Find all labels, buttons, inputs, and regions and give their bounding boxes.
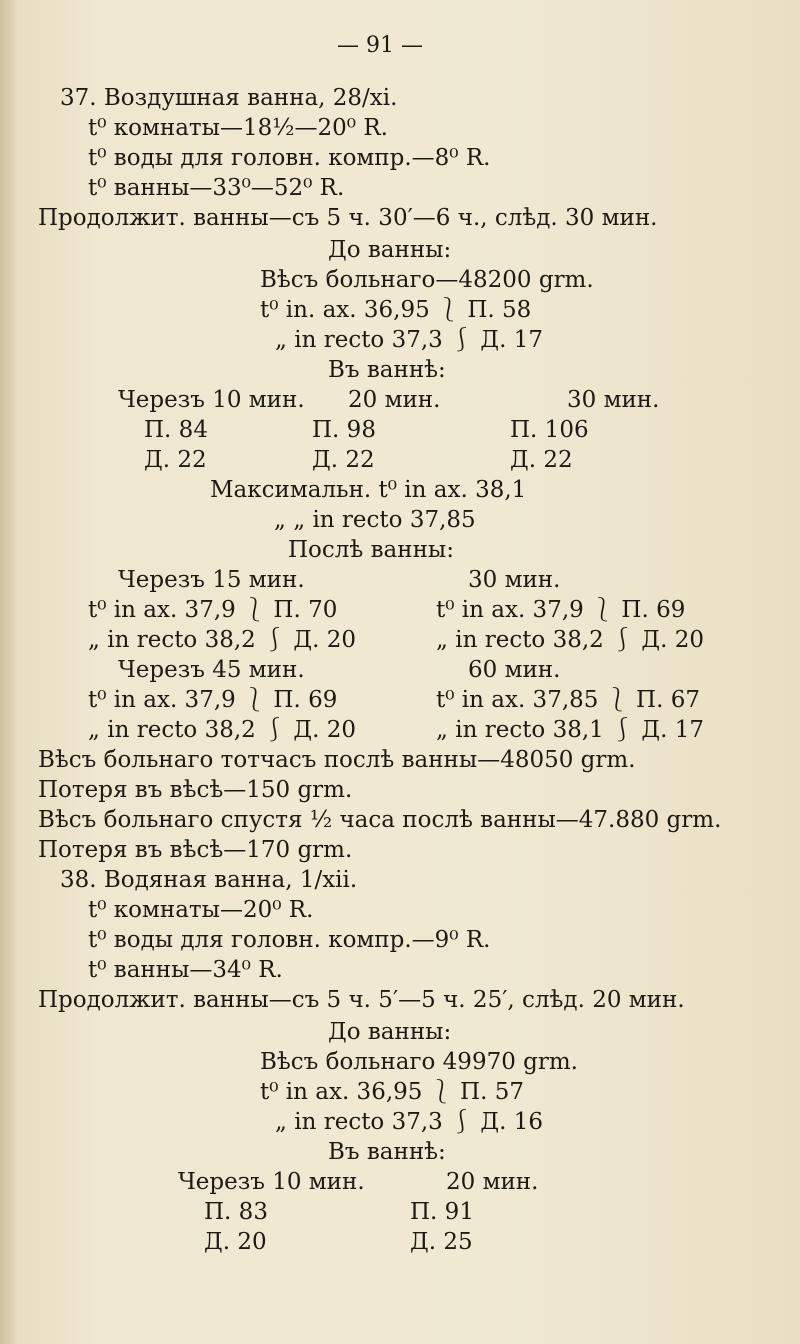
text-line: t⁰ in ax. 37,9 ⎱ П. 70	[88, 597, 338, 623]
text-line: „ „ in recto 37,85	[274, 507, 476, 533]
text-line: „ in recto 37,3 ⎰ Д. 17	[275, 327, 544, 353]
text-line: Д. 25	[410, 1229, 473, 1255]
text-line: Д. 22	[312, 447, 375, 473]
text-line: Д. 22	[510, 447, 573, 473]
text-line: t⁰ in ax. 37,9 ⎱ П. 69	[436, 597, 686, 623]
text-line: Вѣсъ больнаго тотчасъ послѣ ванны—48050 grm.	[38, 747, 636, 773]
text-line: Продолжит. ванны—съ 5 ч. 30′—6 ч., слѣд. 30 мин.	[38, 205, 658, 231]
text-line: t⁰ in ax. 37,9 ⎱ П. 69	[88, 687, 338, 713]
section-heading: Послѣ ванны:	[288, 537, 454, 563]
text-line: П. 83	[204, 1199, 268, 1225]
text-line: 60 мин.	[468, 657, 561, 683]
text-line: П. 106	[510, 417, 589, 443]
section-heading: До ванны:	[328, 1019, 452, 1045]
text-line: 20 мин.	[348, 387, 441, 413]
text-line: Вѣсъ больнаго спустя ½ часа послѣ ванны—47.880 grm.	[38, 807, 722, 833]
text-line: t⁰ ванны—33⁰—52⁰ R.	[88, 175, 345, 201]
text-line: П. 84	[144, 417, 208, 443]
text-line: t⁰ in ax. 37,85 ⎱ П. 67	[436, 687, 700, 713]
text-line: Вѣсъ больнаго 49970 grm.	[260, 1049, 578, 1075]
text-line: 20 мин.	[446, 1169, 539, 1195]
section-heading: Въ ваннѣ:	[328, 357, 446, 383]
text-line: 30 мин.	[567, 387, 660, 413]
text-line: t⁰ in. ax. 36,95 ⎱ П. 58	[260, 297, 532, 323]
text-line: Д. 22	[144, 447, 207, 473]
text-line: Потеря въ вѣсѣ—170 grm.	[38, 837, 353, 863]
text-line: „ in recto 38,1 ⎰ Д. 17	[436, 717, 705, 743]
text-line: Черезъ 10 мин.	[178, 1169, 365, 1195]
text-line: t⁰ воды для головн. компр.—8⁰ R.	[88, 145, 491, 171]
text-line: П. 98	[312, 417, 376, 443]
text-line: „ in recto 38,2 ⎰ Д. 20	[436, 627, 705, 653]
text-line: Продолжит. ванны—съ 5 ч. 5′—5 ч. 25′, слѣд. 20 мин.	[38, 987, 685, 1013]
text-line: Черезъ 15 мин.	[118, 567, 305, 593]
section-heading: До ванны:	[328, 237, 452, 263]
text-line: 37. Воздушная ванна, 28/xi.	[60, 85, 398, 111]
page-number: — 91 —	[337, 33, 423, 58]
text-line: Д. 20	[204, 1229, 267, 1255]
text-line: t⁰ ванны—34⁰ R.	[88, 957, 283, 983]
text-line: t⁰ воды для головн. компр.—9⁰ R.	[88, 927, 491, 953]
text-line: П. 91	[410, 1199, 474, 1225]
text-line: Потеря въ вѣсѣ—150 grm.	[38, 777, 353, 803]
text-line: Черезъ 45 мин.	[118, 657, 305, 683]
text-line: Черезъ 10 мин.	[118, 387, 305, 413]
text-line: 30 мин.	[468, 567, 561, 593]
text-line: t⁰ in ax. 36,95 ⎱ П. 57	[260, 1079, 524, 1105]
text-line: „ in recto 38,2 ⎰ Д. 20	[88, 627, 357, 653]
text-line: Вѣсъ больнаго—48200 grm.	[260, 267, 594, 293]
text-line: t⁰ комнаты—20⁰ R.	[88, 897, 314, 923]
text-line: t⁰ комнаты—18½—20⁰ R.	[88, 115, 388, 141]
text-line: „ in recto 38,2 ⎰ Д. 20	[88, 717, 357, 743]
page-spine-shadow	[0, 0, 18, 1344]
text-line: 38. Водяная ванна, 1/xii.	[60, 867, 358, 893]
text-line: „ in recto 37,3 ⎰ Д. 16	[275, 1109, 544, 1135]
text-line: Максимальн. t⁰ in ax. 38,1	[210, 477, 527, 503]
section-heading: Въ ваннѣ:	[328, 1139, 446, 1165]
